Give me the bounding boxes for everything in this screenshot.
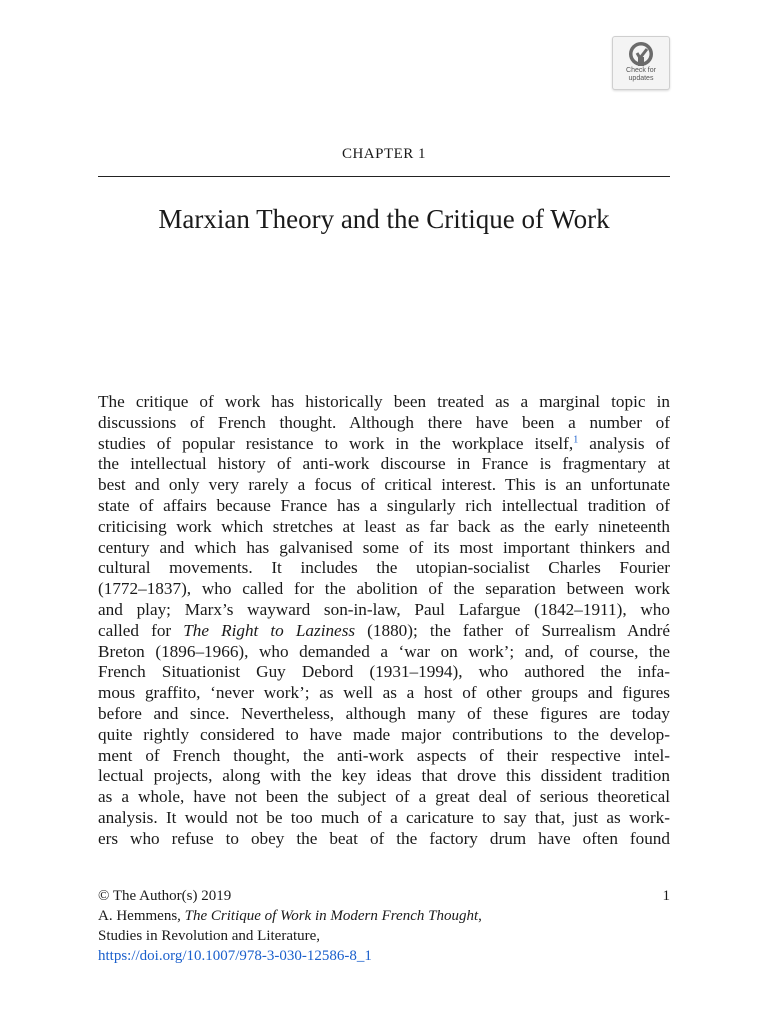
- body-line: mous graffito, ‘never work’; as well as a host of other groups and figures: [98, 683, 670, 703]
- body-line: state of affairs because France has a singularly rich intellectual tradition of: [98, 495, 670, 515]
- body-line: best and only very rarely a focus of critical interest. This is an unfortunate: [98, 475, 670, 495]
- body-line: discussions of French thought. Although there have been a number of: [98, 412, 670, 432]
- series-line: Studies in Revolution and Literature,: [98, 928, 321, 944]
- body-paragraph: [98, 392, 670, 850]
- chapter-title: Marxian Theory and the Critique of Work: [158, 204, 610, 234]
- body-line: analysis. It would not be too much of a caricature to say that, just as work-: [98, 807, 670, 827]
- body-line: before and since. Nevertheless, although many of these figures are today: [98, 703, 670, 723]
- check-for-updates-icon: [628, 41, 654, 67]
- citation-line: [98, 906, 670, 926]
- check-for-updates-badge[interactable]: [612, 36, 670, 90]
- body-line-part: called for: [98, 620, 184, 640]
- footer: [98, 886, 670, 966]
- chapter-label: CHAPTER 1: [341, 146, 427, 162]
- footnote-ref[interactable]: 1: [573, 433, 579, 445]
- body-line: and play; Marx’s wayward son-in-law, Paul Lafargue (1842–1911), who: [98, 599, 670, 619]
- citation-author: A. Hemmens,: [98, 908, 185, 924]
- citation-comma: ,: [478, 908, 482, 924]
- body-line: criticising work which stretches at least as far back as the early nineteenth: [98, 516, 670, 536]
- body-line-part: analysis of: [578, 433, 670, 453]
- body-line: [98, 621, 670, 642]
- body-line: century and which has galvanised some of its most important thinkers and: [98, 537, 670, 557]
- badge-line2: updates: [628, 75, 654, 82]
- body-line: the intellectual history of anti-work discourse in France is fragmentary at: [98, 454, 670, 474]
- page-number: 1: [662, 888, 670, 904]
- body-line-part: studies of popular resistance to work in the workplace itself,: [98, 433, 574, 453]
- body-line: French Situationist Guy Debord (1931–1994), who authored the infa-: [98, 662, 670, 682]
- body-line: ment of French thought, the anti-work aspects of their respective intel-: [98, 745, 670, 765]
- doi-link[interactable]: https://doi.org/10.1007/978-3-030-12586-8_1: [98, 948, 372, 964]
- body-line: quite rightly considered to have made major contributions to the develop-: [98, 724, 670, 744]
- body-line: [98, 434, 670, 455]
- body-line: Breton (1896–1966), who demanded a ‘war on work’; and, of course, the: [98, 641, 670, 661]
- badge-line1: Check for: [626, 67, 656, 74]
- body-line: lectual projects, along with the key ideas that drove this dissident tradition: [98, 766, 670, 786]
- body-line: ers who refuse to obey the beat of the factory drum have often found: [98, 828, 670, 848]
- chapter-divider: [98, 176, 670, 177]
- body-line: as a whole, have not been the subject of a great deal of serious theoretical: [98, 787, 670, 807]
- body-line: The critique of work has historically been treated as a marginal topic in: [98, 392, 670, 411]
- body-line: cultural movements. It includes the utopian-socialist Charles Fourier: [98, 558, 670, 578]
- copyright-line: © The Author(s) 2019: [98, 888, 232, 904]
- book-title-italic: The Right to Laziness: [183, 620, 356, 640]
- citation-book-title: The Critique of Work in Modern French Thought: [184, 908, 479, 924]
- body-line: (1772–1837), who called for the abolition of the separation between work: [98, 579, 670, 599]
- body-line-part: (1880); the father of Surrealism André: [355, 620, 670, 640]
